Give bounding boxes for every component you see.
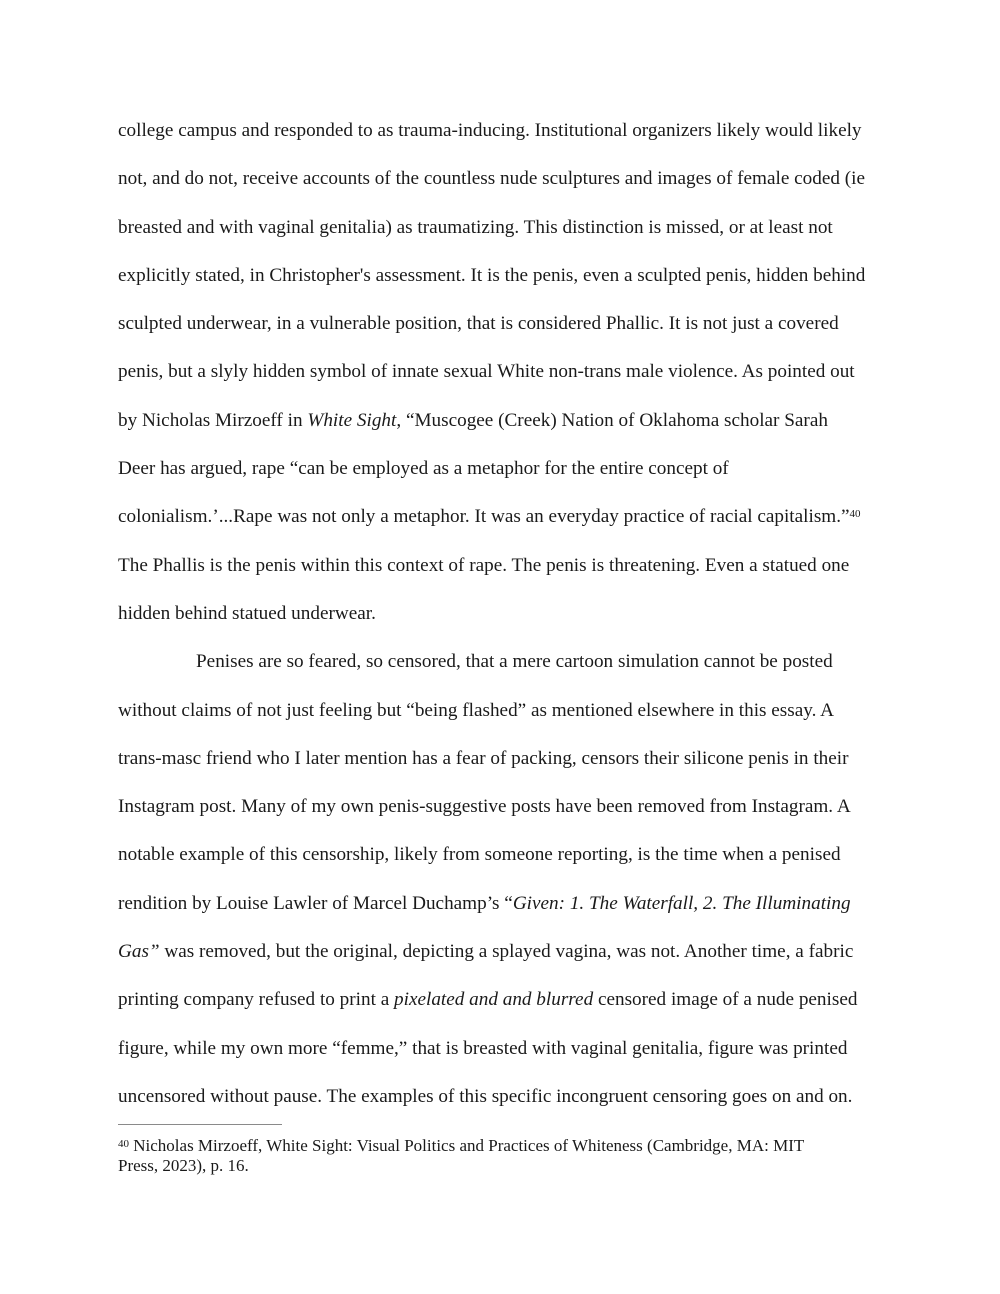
- text-run: by Nicholas Mirzoeff in: [118, 409, 308, 431]
- document-body: [118, 112, 893, 1126]
- text-line: notable example of this censorship, likely from someone reporting, is the time when a penised: [118, 844, 841, 866]
- text-line: Instagram post. Many of my own penis-suggestive posts have been removed from Instagram. A: [118, 796, 851, 818]
- text-line: [118, 498, 893, 546]
- text-line: [118, 402, 893, 450]
- text-line: without claims of not just feeling but “being flashed” as mentioned elsewhere in this essay. A: [118, 699, 834, 721]
- text-line: [118, 885, 893, 933]
- text-run: printing company refused to print a: [118, 989, 395, 1011]
- text-run: , “Muscogee (Creek) Nation of Oklahoma scholar Sarah: [396, 409, 828, 431]
- footnote-divider: [118, 1124, 282, 1125]
- text-line: The Phallis is the penis within this context of rape. The penis is threatening. Even a statued one: [118, 554, 850, 576]
- text-line: sculpted underwear, in a vulnerable position, that is considered Phallic. It is not just a covered: [118, 313, 839, 335]
- text-line: figure, while my own more “femme,” that is breasted with vaginal genitalia, figure was printed: [118, 1037, 848, 1059]
- text-line: penis, but a slyly hidden symbol of innate sexual White non-trans male violence. As pointed out: [118, 361, 855, 383]
- text-line: [118, 933, 893, 981]
- footnote-line: [118, 1136, 893, 1156]
- text-line: trans-masc friend who I later mention has a fear of packing, censors their silicone penis in their: [118, 747, 849, 769]
- text-run: was removed, but the original, depicting a splayed vagina, was not. Another time, a fabric: [159, 941, 854, 963]
- text-line: not, and do not, receive accounts of the countless nude sculptures and images of female coded (ie: [118, 168, 865, 190]
- paragraph: [118, 643, 893, 1126]
- text-line: explicitly stated, in Christopher's assessment. It is the penis, even a sculpted penis, hidden behind: [118, 264, 866, 286]
- text-line: uncensored without pause. The examples of this specific incongruent censoring goes on and on.: [118, 1085, 853, 1107]
- artwork-title: Given: 1. The Waterfall, 2. The Illuminating: [512, 892, 851, 914]
- text-line: [118, 981, 893, 1029]
- artwork-title: Gas”: [118, 941, 160, 963]
- emphasis: pixelated and and blurred: [394, 989, 594, 1011]
- text-run: censored image of a nude penised: [593, 989, 858, 1011]
- text-line: Deer has argued, rape “can be employed as a metaphor for the entire concept of: [118, 458, 729, 480]
- text-run: colonialism.’...Rape was not only a metaphor. It was an everyday practice of racial capitalism.”: [118, 506, 850, 528]
- footnote-text: Nicholas Mirzoeff, White Sight: Visual Politics and Practices of Whiteness (Cambridge, MA: MIT: [129, 1136, 805, 1155]
- paragraph: [118, 112, 893, 643]
- text-line: college campus and responded to as trauma-inducing. Institutional organizers likely would likely: [118, 120, 862, 141]
- text-line: hidden behind statued underwear.: [118, 602, 376, 624]
- footnote-number: 40: [118, 1138, 129, 1150]
- text-line: Penises are so feared, so censored, that a mere cartoon simulation cannot be posted: [196, 651, 833, 673]
- text-run: rendition by Louise Lawler of Marcel Duchamp’s “: [118, 892, 513, 914]
- text-line: breasted and with vaginal genitalia) as traumatizing. This distinction is missed, or at least not: [118, 216, 833, 238]
- footnote-reference[interactable]: 40: [849, 508, 861, 521]
- footnote-line: Press, 2023), p. 16.: [118, 1156, 249, 1175]
- book-title: White Sight: [307, 409, 397, 431]
- footnote: [118, 1136, 893, 1176]
